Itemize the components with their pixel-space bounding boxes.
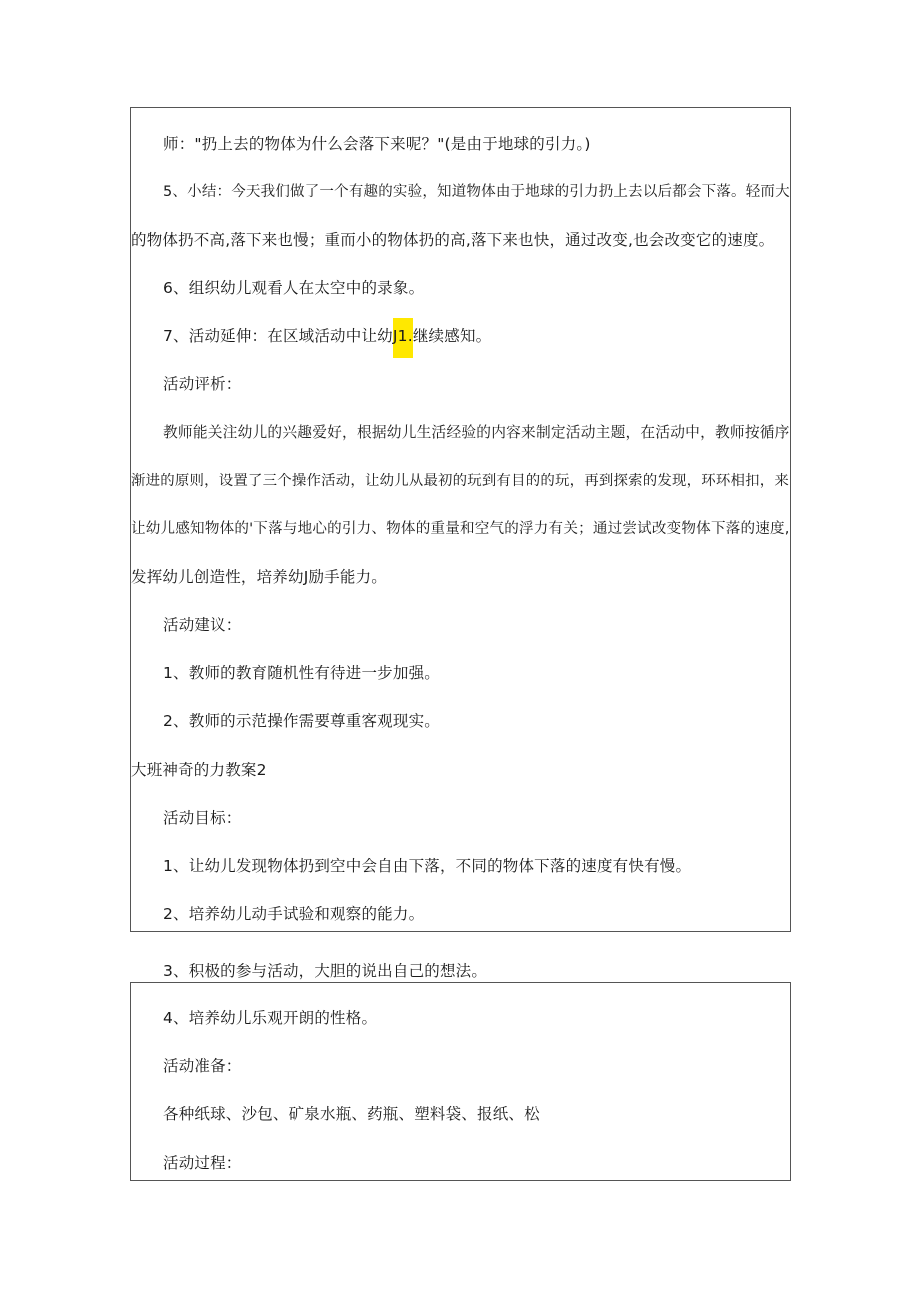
list-item: 1、让幼儿发现物体扔到空中会自由下落，不同的物体下落的速度有快有慢。: [163, 857, 692, 875]
highlight-mark: J1.: [393, 318, 413, 358]
section-heading: 活动建议：: [163, 616, 242, 634]
section-heading: 活动目标：: [163, 809, 242, 827]
list-item: 2、培养幼儿动手试验和观察的能力。: [163, 905, 425, 923]
list-item: 4、培养幼儿乐观开朗的性格。: [163, 1009, 378, 1027]
section-heading: 活动评析：: [163, 375, 242, 393]
paragraph: 的物体扔不高,落下来也慢；重而小的物体扔的高,落下来也快，通过改变,也会改变它的速度。: [131, 231, 775, 249]
section-heading: 活动过程：: [163, 1154, 242, 1172]
list-item: 1、教师的教育随机性有待进一步加强。: [163, 664, 440, 682]
section-heading: 活动准备：: [163, 1057, 242, 1075]
paragraph: 渐进的原则，设置了三个操作活动，让幼儿从最初的玩到有目的的玩，再到探索的发现，环环相扣，来: [131, 473, 789, 489]
paragraph: 6、组织幼儿观看人在太空中的录象。: [163, 279, 425, 297]
paragraph: 师："扔上去的物体为什么会落下来呢？"(是由于地球的引力。): [163, 135, 591, 153]
paragraph: 5、小结：今天我们做了一个有趣的实验，知道物体由于地球的引力扔上去以后都会下落。轻而大: [163, 184, 790, 200]
paragraph: 发挥幼儿创造性，培养幼J励手能力。: [131, 568, 387, 586]
paragraph: 各种纸球、沙包、矿泉水瓶、药瓶、塑料袋、报纸、松: [163, 1105, 540, 1123]
text-run: 继续感知。: [412, 327, 492, 345]
paragraph: [163, 326, 491, 358]
paragraph: 教师能关注幼儿的兴趣爱好，根据幼儿生活经验的内容来制定活动主题，在活动中，教师按循序: [163, 424, 790, 441]
list-item: 2、教师的示范操作需要尊重客观现实。: [163, 712, 440, 730]
paragraph: 让幼儿感知物体的'下落与地心的引力、物体的重量和空气的浮力有关；通过尝试改变物体下落的速度,: [131, 520, 790, 537]
document-title: 大班神奇的力教案2: [131, 761, 267, 779]
list-item: 3、积极的参与活动，大胆的说出自己的想法。: [163, 962, 488, 980]
text-run: 7、活动延伸：在区域活动中让幼: [163, 327, 393, 345]
